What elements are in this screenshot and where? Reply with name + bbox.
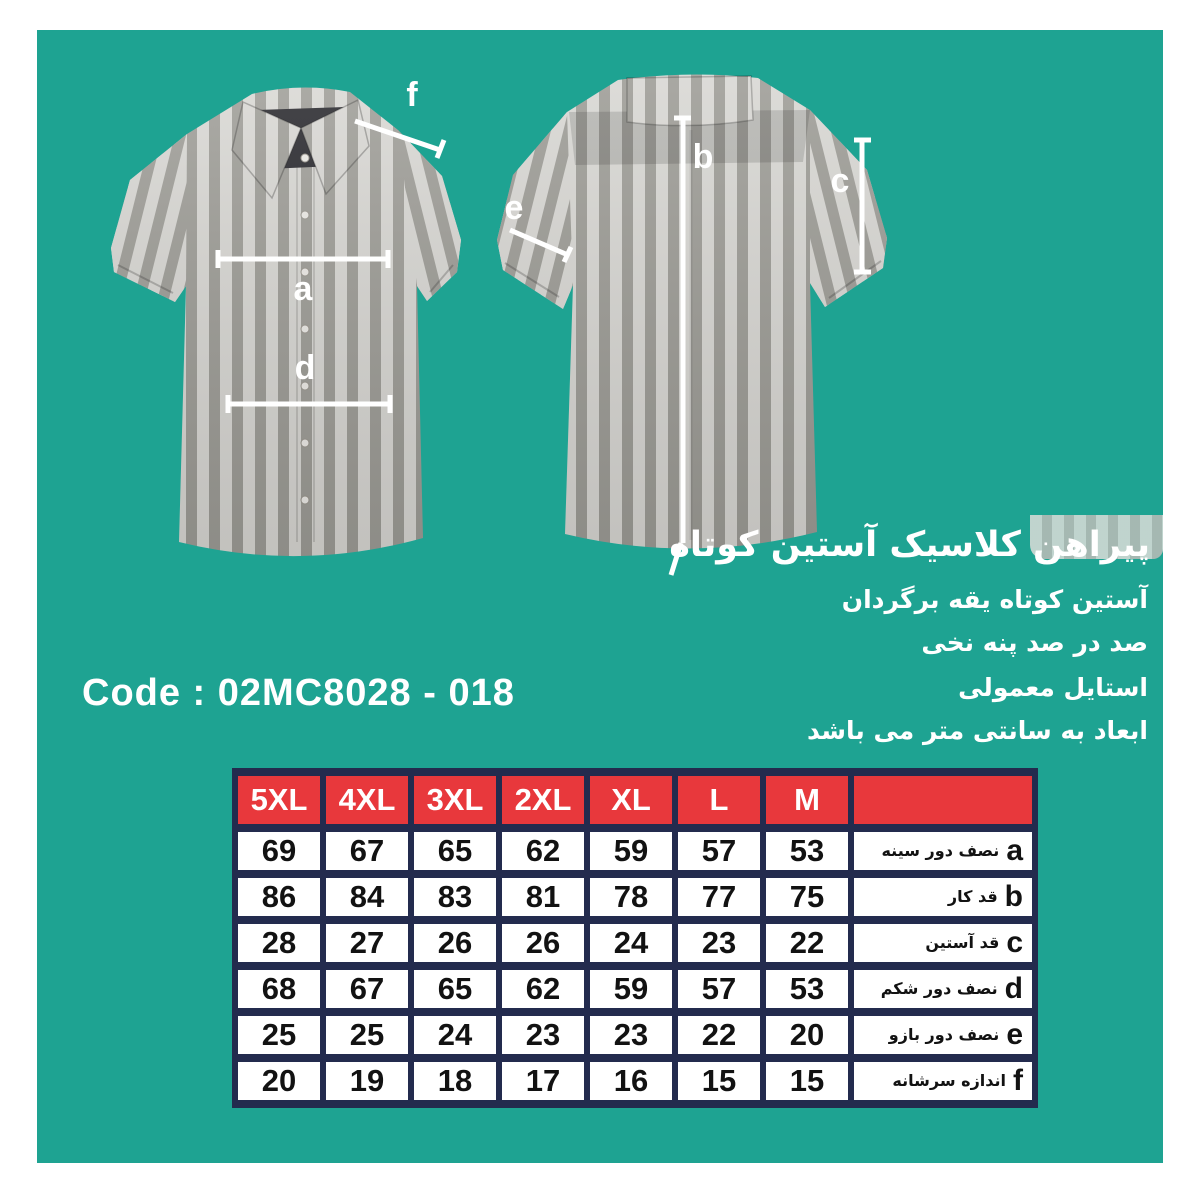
feature-line: صد در صد پنه نخی [921, 628, 1148, 657]
size-cell-d-3XL: 65 [414, 970, 496, 1008]
size-cell-f-3XL: 18 [414, 1062, 496, 1100]
size-cell-d-L: 57 [678, 970, 760, 1008]
measurement-text-d: نصف دور شکم [880, 979, 998, 998]
measure-letter-e: e [504, 189, 524, 227]
size-header-L: L [678, 776, 760, 824]
measurement-label-b [854, 878, 1032, 916]
measurement-row-b [238, 878, 1032, 916]
size-cell-b-2XL: 81 [502, 878, 584, 916]
size-cell-a-M: 53 [766, 832, 848, 870]
size-cell-f-4XL: 19 [326, 1062, 408, 1100]
size-cell-e-XL: 23 [590, 1016, 672, 1054]
measurement-label-a [854, 832, 1032, 870]
size-cell-c-L: 23 [678, 924, 760, 962]
size-cell-d-M: 53 [766, 970, 848, 1008]
measure-letter-f: f [406, 76, 418, 114]
measurement-row-e [238, 1016, 1032, 1054]
size-cell-c-4XL: 27 [326, 924, 408, 962]
measure-letter-a: a [293, 270, 313, 308]
size-header-M: M [766, 776, 848, 824]
measurement-label-c [854, 924, 1032, 962]
measurement-letter-c: c [1006, 926, 1023, 959]
measure-letter-c: c [830, 162, 850, 200]
size-cell-d-5XL: 68 [238, 970, 320, 1008]
size-header-2XL: 2XL [502, 776, 584, 824]
size-header-5XL: 5XL [238, 776, 320, 824]
size-cell-e-5XL: 25 [238, 1016, 320, 1054]
shirt-back-image [495, 70, 890, 570]
measure-letter-b: b [692, 138, 714, 176]
measurement-text-e: نصف دور بازو [888, 1025, 1000, 1044]
size-cell-a-L: 57 [678, 832, 760, 870]
measurement-label-f [854, 1062, 1032, 1100]
size-cell-b-M: 75 [766, 878, 848, 916]
size-cell-f-5XL: 20 [238, 1062, 320, 1100]
size-cell-c-3XL: 26 [414, 924, 496, 962]
size-cell-e-4XL: 25 [326, 1016, 408, 1054]
size-cell-e-M: 20 [766, 1016, 848, 1054]
size-table-wrap [232, 768, 1038, 1108]
size-cell-b-XL: 78 [590, 878, 672, 916]
size-header-XL: XL [590, 776, 672, 824]
size-cell-b-5XL: 86 [238, 878, 320, 916]
size-cell-b-4XL: 84 [326, 878, 408, 916]
size-cell-a-XL: 59 [590, 832, 672, 870]
size-cell-a-3XL: 65 [414, 832, 496, 870]
measurement-row-a [238, 832, 1032, 870]
measurement-letter-f: f [1013, 1064, 1023, 1097]
size-header-3XL: 3XL [414, 776, 496, 824]
size-cell-a-5XL: 69 [238, 832, 320, 870]
size-cell-c-M: 22 [766, 924, 848, 962]
product-code: Code : 02MC8028 - 018 [82, 672, 515, 714]
measurement-text-f: اندازه سرشانه [892, 1071, 1006, 1090]
shirt-front-image [105, 80, 465, 570]
size-cell-b-L: 77 [678, 878, 760, 916]
size-cell-f-M: 15 [766, 1062, 848, 1100]
size-cell-c-2XL: 26 [502, 924, 584, 962]
product-title: پیراهن کلاسیک آستین کوتاه [669, 525, 1150, 565]
size-cell-d-2XL: 62 [502, 970, 584, 1008]
measurement-text-c: قد آستین [925, 933, 1000, 952]
size-cell-c-5XL: 28 [238, 924, 320, 962]
size-cell-c-XL: 24 [590, 924, 672, 962]
size-cell-a-2XL: 62 [502, 832, 584, 870]
size-cell-f-2XL: 17 [502, 1062, 584, 1100]
size-cell-d-4XL: 67 [326, 970, 408, 1008]
size-cell-e-3XL: 24 [414, 1016, 496, 1054]
feature-line: ابعاد به سانتی متر می باشد [806, 716, 1148, 745]
measurement-row-f [238, 1062, 1032, 1100]
measurement-letter-a: a [1006, 834, 1023, 867]
measurement-letter-e: e [1006, 1018, 1023, 1051]
size-cell-d-XL: 59 [590, 970, 672, 1008]
size-cell-f-L: 15 [678, 1062, 760, 1100]
measurement-text-a: نصف دور سینه [881, 841, 1000, 860]
size-table-header-row [238, 776, 1032, 824]
measure-letter-d: d [294, 349, 316, 387]
measurement-letter-b: b [1004, 880, 1023, 913]
size-cell-e-2XL: 23 [502, 1016, 584, 1054]
measurement-letter-d: d [1004, 972, 1023, 1005]
size-cell-b-3XL: 83 [414, 878, 496, 916]
size-cell-e-L: 22 [678, 1016, 760, 1054]
size-table [232, 768, 1038, 1108]
feature-line: آستین کوتاه یقه برگردان [841, 585, 1148, 614]
size-header-4XL: 4XL [326, 776, 408, 824]
size-cell-f-XL: 16 [590, 1062, 672, 1100]
measurement-text-b: قد کار [947, 887, 998, 906]
measurement-label-e [854, 1016, 1032, 1054]
size-cell-a-4XL: 67 [326, 832, 408, 870]
measurement-row-c [238, 924, 1032, 962]
feature-line: استایل معمولی [958, 673, 1148, 702]
measurement-label-d [854, 970, 1032, 1008]
measurement-row-d [238, 970, 1032, 1008]
measurement-label-header [854, 776, 1032, 824]
